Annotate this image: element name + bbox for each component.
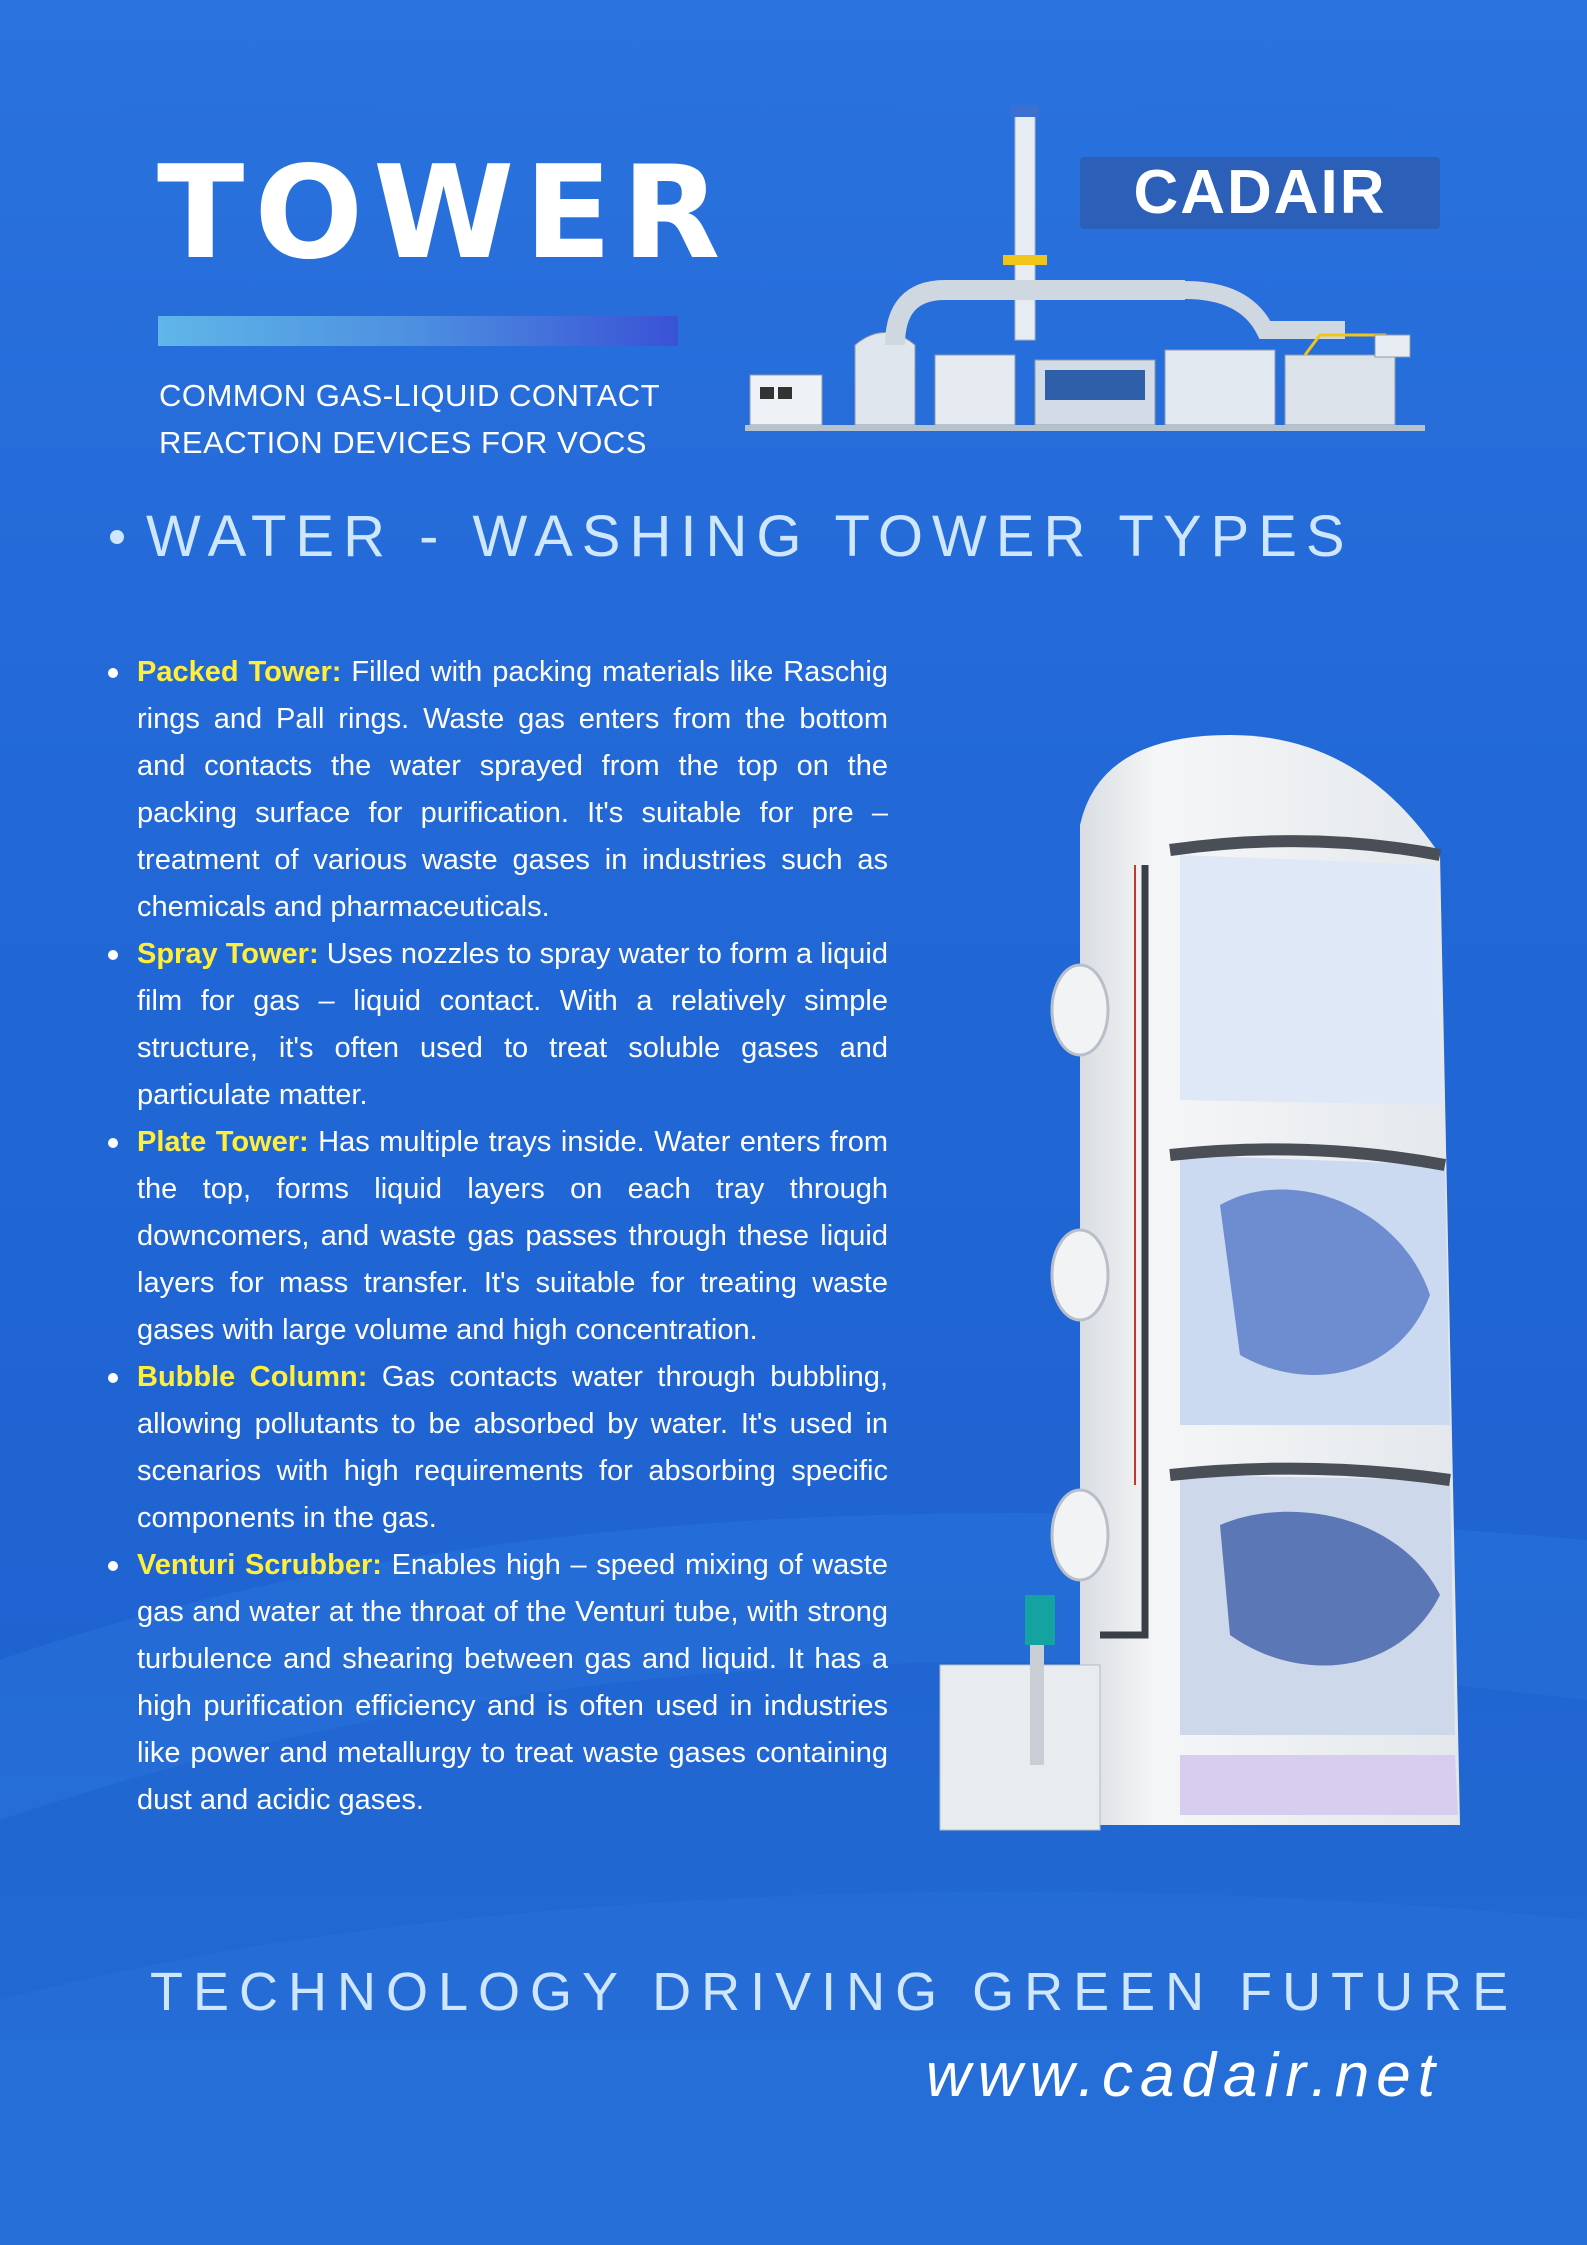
page-subtitle xyxy=(159,372,779,466)
type-name: Venturi Scrubber: xyxy=(137,1549,382,1581)
brand-logo-text: CADAIR xyxy=(1133,158,1387,227)
type-description: Filled with packing materials like Raschig rings and Pall rings. Waste gas enters from the bottom and contacts the water sprayed from the top on the packing surface for purification. It's suitable for pre – treatment of various waste gases in industries such as chemicals and pharmaceuticals. xyxy=(137,656,888,923)
title-gradient-bar xyxy=(158,316,678,346)
footer-slogan: TECHNOLOGY DRIVING GREEN FUTURE xyxy=(150,1962,1519,2022)
list-item-bubble-column xyxy=(108,1354,888,1542)
type-description: Uses nozzles to spray water to form a liquid film for gas – liquid contact. With a relatively simple structure, it's often used to treat soluble gases and particulate matter. xyxy=(137,938,888,1111)
type-name: Packed Tower: xyxy=(137,656,342,688)
list-item-plate-tower xyxy=(108,1119,888,1354)
bullet-icon xyxy=(108,1373,118,1383)
type-description: Enables high – speed mixing of waste gas and water at the throat of the Venturi tube, with strong turbulence and shearing between gas and liquid. It has a high purification efficiency and is often used in industries like power and metallurgy to treat waste gases containing dust and acidic gases. xyxy=(137,1549,888,1816)
subtitle-line-2: REACTION DEVICES FOR VOCS xyxy=(159,425,647,460)
washing-tower-illustration xyxy=(930,735,1460,1835)
list-item-venturi-scrubber xyxy=(108,1542,888,1824)
bullet-icon xyxy=(110,530,124,544)
bullet-icon xyxy=(108,668,118,678)
subtitle-line-1: COMMON GAS-LIQUID CONTACT xyxy=(159,378,661,413)
section-heading-text: WATER - WASHING TOWER TYPES xyxy=(146,504,1354,569)
page-title: TOWER xyxy=(157,139,731,288)
type-name: Spray Tower: xyxy=(137,938,319,970)
type-description: Has multiple trays inside. Water enters from the top, forms liquid layers on each tray through downcomers, and waste gas passes through these liquid layers for mass transfer. It's suitable for treating waste gases with large volume and high concentration. xyxy=(137,1126,888,1346)
type-name: Bubble Column: xyxy=(137,1361,368,1393)
website-url: www.cadair.net xyxy=(925,2041,1442,2110)
list-item-packed-tower xyxy=(108,649,888,931)
bullet-icon xyxy=(108,950,118,960)
tower-types-list xyxy=(108,649,888,1824)
list-item-spray-tower xyxy=(108,931,888,1119)
treatment-plant-illustration xyxy=(745,105,1425,435)
type-description: Gas contacts water through bubbling, allowing pollutants to be absorbed by water. It's used in scenarios with high requirements for absorbing specific components in the gas. xyxy=(137,1361,888,1534)
section-heading xyxy=(110,504,1354,569)
bullet-icon xyxy=(108,1138,118,1148)
bullet-icon xyxy=(108,1561,118,1571)
type-name: Plate Tower: xyxy=(137,1126,309,1158)
brand-logo xyxy=(1080,157,1440,229)
